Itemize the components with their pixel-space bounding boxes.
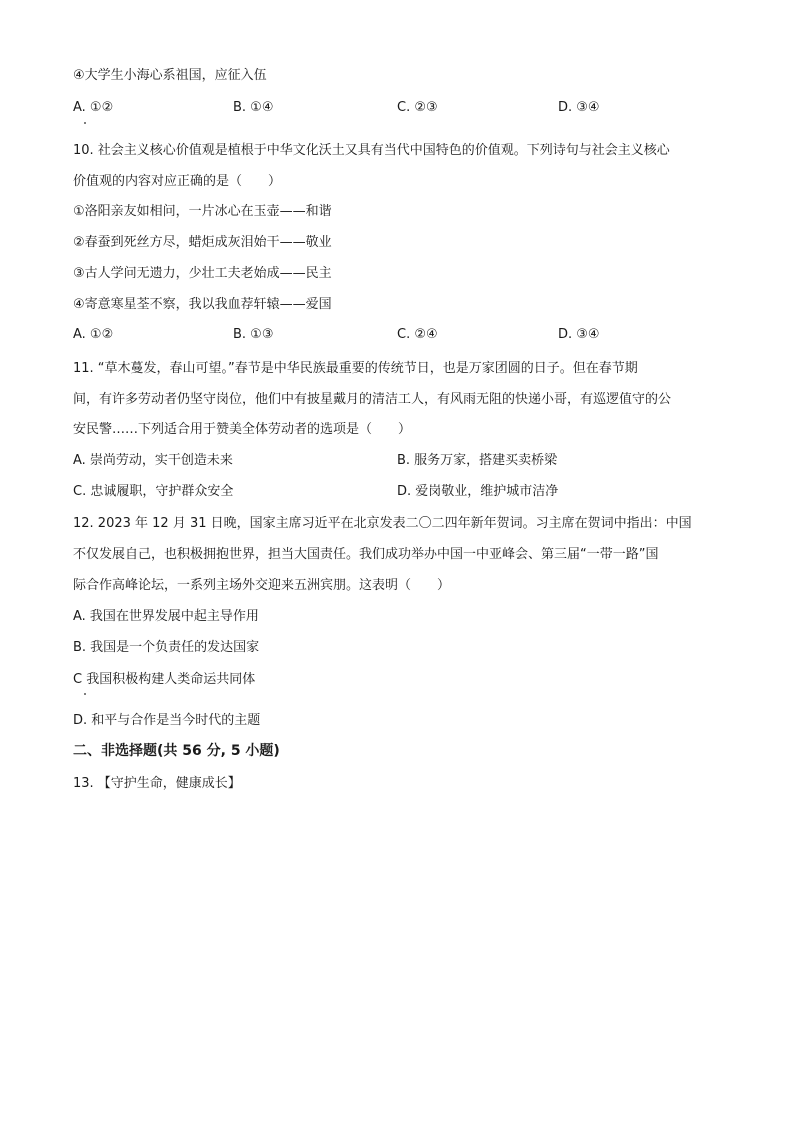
q9-option-b: B. ①④: [233, 100, 274, 115]
q11-stem-line-3: 安民警……下列适合用于赞美全体劳动者的选项是（ ）: [73, 422, 412, 437]
q11-option-a: A. 崇尚劳动，实干创造未来: [73, 453, 233, 468]
stray-dot-mark: [84, 122, 86, 124]
q10-stem-line-1: 10. 社会主义核心价值观是植根于中华文化沃土又具有当代中国特色的价值观。下列诗句与社会主义核心: [73, 143, 670, 158]
q10-item-2: ②春蚕到死丝方尽，蜡炬成灰泪始干——敬业: [73, 235, 332, 250]
q9-option-a: A. ①②: [73, 100, 114, 115]
q10-item-4: ④寄意寒星荃不察，我以我血荐轩辕——爱国: [73, 297, 332, 312]
q12-option-c: C 我国积极构建人类命运共同体: [73, 672, 256, 687]
q11-option-c: C. 忠诚履职，守护群众安全: [73, 484, 234, 499]
q9-option-d: D. ③④: [558, 100, 600, 115]
q10-item-1: ①洛阳亲友如相问，一片冰心在玉壶——和谐: [73, 204, 332, 219]
q12-option-d: D. 和平与合作是当今时代的主题: [73, 713, 261, 728]
q12-option-a: A. 我国在世界发展中起主导作用: [73, 609, 259, 624]
q9-item-4: ④大学生小海心系祖国，应征入伍: [73, 68, 267, 83]
q9-option-c: C. ②③: [397, 100, 438, 115]
q10-option-a: A. ①②: [73, 327, 114, 342]
q10-option-c: C. ②④: [397, 327, 438, 342]
section-heading: 二、非选择题(共 56 分, 5 小题): [73, 743, 280, 759]
q11-option-d: D. 爱岗敬业，维护城市洁净: [397, 484, 559, 499]
q10-stem-line-2: 价值观的内容对应正确的是（ ）: [73, 174, 282, 189]
stray-dot-mark: [84, 693, 86, 695]
q13-title: 13. 【守护生命，健康成长】: [73, 776, 241, 791]
q12-option-b: B. 我国是一个负责任的发达国家: [73, 640, 260, 655]
q11-stem-line-2: 间，有许多劳动者仍坚守岗位，他们中有披星戴月的清洁工人，有风雨无阻的快递小哥，有巡逻值守的公: [73, 392, 672, 407]
q10-option-b: B. ①③: [233, 327, 274, 342]
q10-option-d: D. ③④: [558, 327, 600, 342]
q11-stem-line-1: 11. “草木蔓发，春山可望。”春节是中华民族最重要的传统节日，也是万家团圆的日子。但在春节期: [73, 361, 638, 376]
q10-item-3: ③古人学问无遗力，少壮工夫老始成——民主: [73, 266, 332, 281]
q12-stem-line-3: 际合作高峰论坛，一系列主场外交迎来五洲宾朋。这表明（ ）: [73, 578, 451, 593]
q12-stem-line-1: 12. 2023 年 12 月 31 日晚，国家主席习近平在北京发表二〇二四年新年贺词。习主席在贺词中指出：中国: [73, 516, 692, 531]
q12-stem-line-2: 不仅发展自己，也积极拥抱世界，担当大国责任。我们成功举办中国一中亚峰会、第三届“一带一路”国: [73, 547, 659, 562]
q11-option-b: B. 服务万家，搭建买卖桥梁: [397, 453, 558, 468]
